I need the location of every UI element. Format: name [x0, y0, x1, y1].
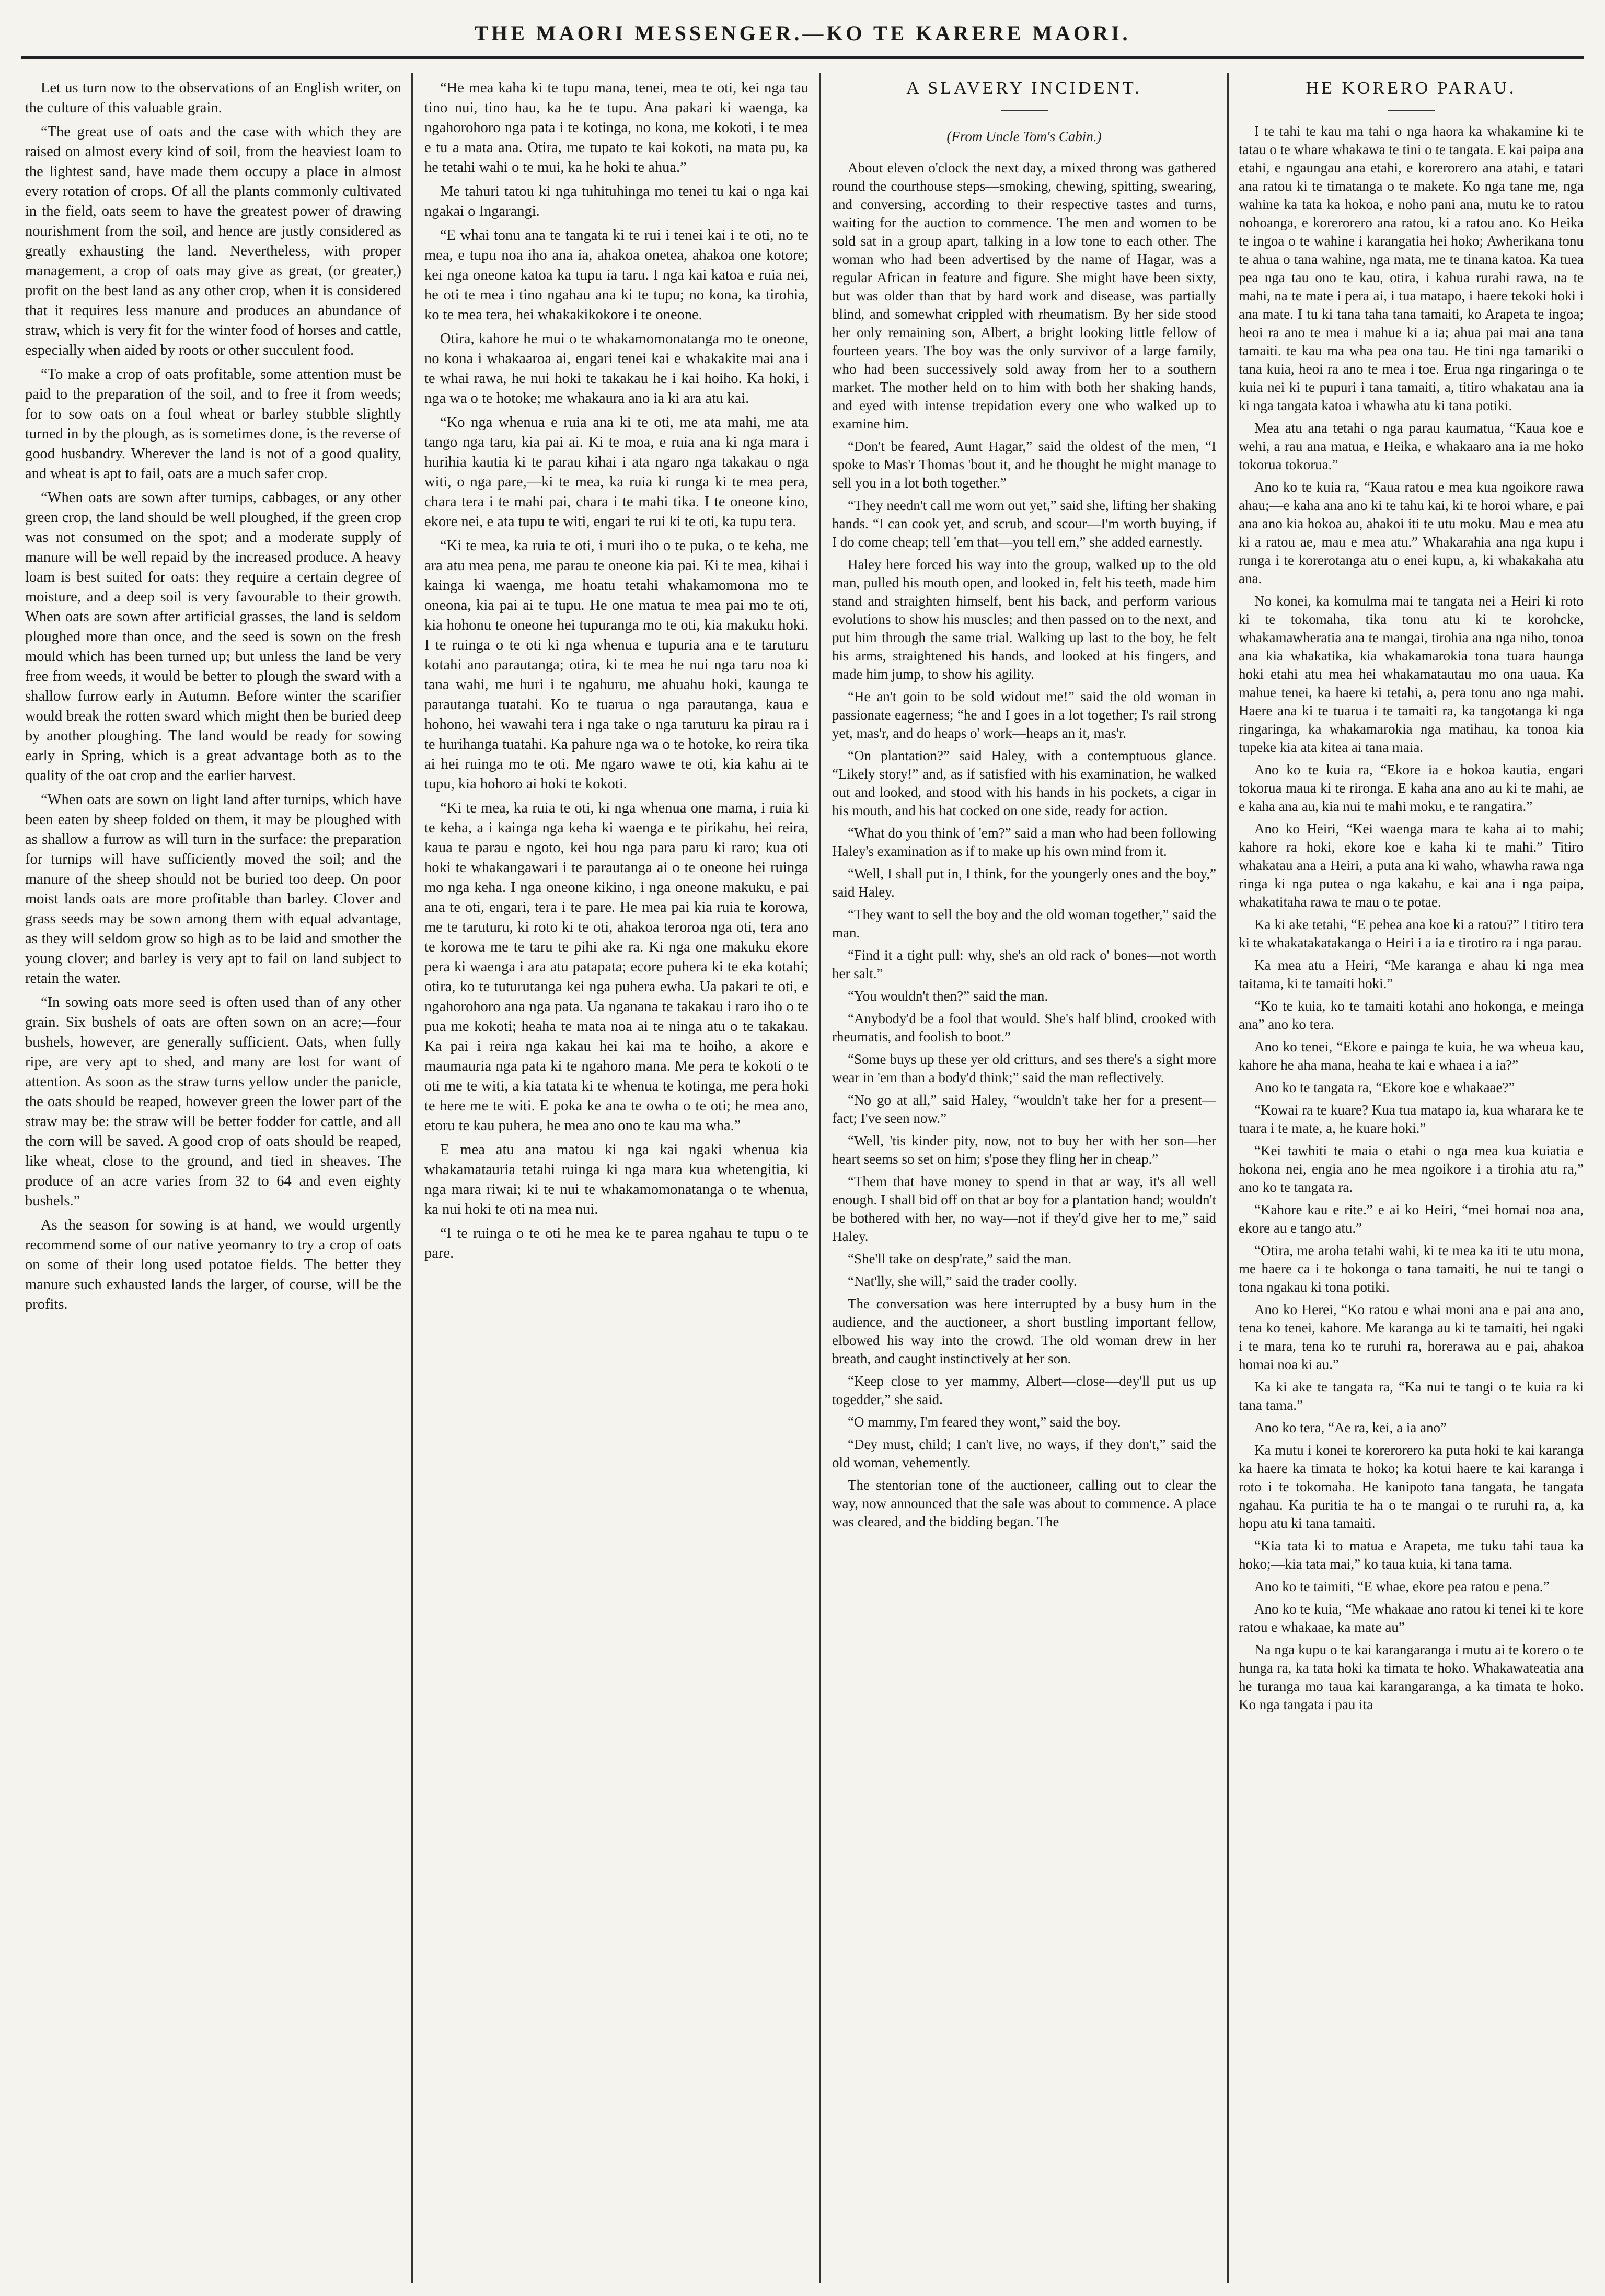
column-slavery-incident — [832, 78, 1216, 2283]
paragraph: I te tahi te kau ma tahi o nga haora ka whakamine ki te tatau o te whare whakawa te tini o te tangata. E kai paipa ana etahi, e ngaungau ana etahi, e korerorero ana atahi, e tatari ana ratou ki te timatanga o te makete. Ko nga tane me, nga wahine ka tata ka hokoa, e noho pani ana, mutu ke to ratou nohoanga, e korerorero ana ratou, ki a ratou ano. Ko Heika te ingoa o te wahine i karangatia hei hoko; Awherikana tonu te ahua o tana wahine, nga mata, me te tinana katoa. Ka tuea pea nga tau ono te kau, otira, i kahua rurahi rawa, na te mahi, na te mate i pera ai, i tua matapo, i haere tekoki hoki i ana mate. I tu ki tana taha tana tamaiti, ko Arapeta te ingoa; heoi ra ano te mea i mahue ki a ia; ahua pai mai ana tana tamaiti. te kau ma wha pea ona tau. He tini nga tamariki o tana kuia, heoi ra ano te mea i toe. Erua nga ringaringa o te kuia nei ki te pupuri i tana tamaiti, a, titiro whakatau ana ia ki nga tangata katoa i whawha atu ki tana potiki. — [1239, 123, 1584, 413]
masthead: THE MAORI MESSENGER.—KO TE KARERE MAORI. — [474, 21, 1131, 45]
paragraph: Ka mea atu a Heiri, “Me karanga e ahau ki nga mea taitama, ki te tamaiti hoki.” — [1239, 957, 1584, 991]
paragraph: Ano ko tera, “Ae ra, kei, a ia ano” — [1254, 1420, 1447, 1435]
paragraph: Let us turn now to the observations of an English writer, on the culture of this valuable grain. — [25, 80, 401, 116]
paragraph: Ka ki ake tetahi, “E pehea ana koe ki a ratou?” I titiro tera ki te whakatakatakanga o Heiri i a ia e tirotiro ra i nga parau. — [1239, 917, 1584, 950]
paragraph: “They want to sell the boy and the old woman together,” said the man. — [832, 907, 1216, 941]
article-title: HE KORERO PARAU. — [1306, 78, 1517, 98]
paragraph: The conversation was here interrupted by a busy hum in the audience, and the auctioneer, a short bustling important fellow, elbowed his way into the crowd. The old woman drew in her breath, and caught instinctively at her son. — [832, 1296, 1216, 1366]
column-divider — [819, 73, 821, 2283]
paragraph: “Ki te mea, ka ruia te oti, ki nga whenua one mama, i ruia ki te keha, a i kainga nga keha ki waenga e te pirikahu, hei reira, kaua te parau e ngoto, kei hou nga para paru ki raro; kua oti hoki te whakangawari i te parautanga ai o te oneone hei ruinga mo nga keha. I nga oneone kikino, i nga oneone makuku, e pai ana te oti, engari, tera i te pare. He mea pai kia ruia te korowa, me te taruturu, ki roto ki te oti, ahakoa teroroa nga oti, tera ano te korowa me te taru te pihi ake ra. Ki nga one makuku ekore pera ki waenga i ara atu patapata; ecore puhera ki te eka kotahi; otira, ko te tuturutanga kei nga puhera ewha. Ua pakari te oti, e ngahorohoro ana nga pata. Ua nganana te takakau i raro iho o te pua me kokoti; heaha te mata noa ai te ninga atu o te takakau. Ka pai i reira nga kakau hei kai ma te hoiho, a akore e maumauria nga pata ki te ngahoro mana. Me pera te kokoti o te oti me te witi, a kia tatata ki te whenua te kotinga, me pera hoki te here me te witi. E poka ke ana te owha o te oti; he mea ano, etoru te kau puhera, he mea ano ono te kau ma wha.” — [424, 800, 809, 1134]
paragraph: “The great use of oats and the case with which they are raised on almost every kind of soil, from the heaviest loam to the lightest sand, have made them occupy a place in almost every rotation of crops. Of all the plants commonly cultivated in the field, oats seem to have the greatest power of drawing nourishment from the soil, and hence are justly considered as greatly exhausting the land. Nevertheless, with proper management, a crop of oats may give as great, (or greater,) profit on the best land as any other crop, when it is considered that it requires less manure and produces an abundance of straw, which is very fit for the winter food of horses and cattle, especially when aided by roots or other succulent food. — [25, 124, 401, 358]
paragraph: “What do you think of 'em?” said a man who had been following Haley's examination as if to make up his own mind from it. — [832, 825, 1216, 859]
paragraph: “In sowing oats more seed is often used than of any other grain. Six bushels of oats are often sown on an acre;—four bushels, however, are generally sufficient. Oats, when fully ripe, are very apt to shed, and many are lost for want of attention. As soon as the straw turns yellow under the panicle, the oats should be reaped, however green the lower part of the straw may be: the straw will be better fodder for cattle, and all the corn will be saved. A good crop of oats should be reaped, like wheat, close to the ground, and tied in sheaves. The produce of an acre varies from 32 to 64 and even eighty bushels.” — [25, 994, 401, 1209]
paragraph: “Find it a tight pull: why, she's an old rack o' bones—not worth her salt.” — [832, 947, 1216, 981]
column-divider — [411, 73, 413, 2283]
paragraph: Ano ko te taimiti, “E whae, ekore pea ratou e pena.” — [1254, 1579, 1550, 1594]
paragraph: Otira, kahore he mui o te whakamomonatanga mo te oneone, no kona i whakaaroa ai, engari tenei kai e whakakite mai ana i te whai rawa, he nui hoki te takakau he i kai hoiho. Ka hoki, i nga wa o te hotoke; me whakaura ano ia ki ara atu kai. — [424, 331, 809, 407]
paragraph: Ka mutu i konei te korerorero ka puta hoki te kai karanga ka haere ka timata te hoko; ka kotui haere te kai karanga i roto i te tokomaha. He kanipoto tana tangata, he tangata ngahau. Ka puritia te ha o te mangai o te ruruhi ra, a, ka hopu atu ki tana tamaiti. — [1239, 1442, 1584, 1531]
paragraph: “They needn't call me worn out yet,” said she, lifting her shaking hands. “I can cook yet, and scrub, and scour—I'm worth buying, if I do come cheap; tell 'em that—you tell em,” she added earnestly. — [832, 497, 1216, 550]
paragraph: “When oats are sown after turnips, cabbages, or any other green crop, the land should be well ploughed, if the green crop was not consumed on the spot; and a moderate supply of manure will be well repaid by the increased produce. A heavy loam is best suited for oats: they require a certain degree of moisture, and a deep soil is very favourable to their growth. When oats are sown after artificial grasses, the land is seldom ploughed more than once, and the seed is sown on the fresh mould which has been turned up; but unless the land be very free from weeds, it would be better to plough the sward with a shallow furrow early in Autumn. Before winter the scarifier would break the rotten sward which might then be buried deep by another ploughing. The land would be ready for sowing early in Spring, which is a great advantage both as to the quality of the oat crop and the earlier harvest. — [25, 490, 401, 784]
article-source: (From Uncle Tom's Cabin.) — [946, 129, 1102, 144]
column-divider — [1227, 73, 1229, 2283]
paragraph: “Keep close to yer mammy, Albert—close—dey'll put us up togedder,” she said. — [832, 1373, 1216, 1407]
paragraph: “Well, I shall put in, I think, for the youngerly ones and the boy,” said Haley. — [832, 866, 1216, 900]
paragraph: Mea atu ana tetahi o nga parau kaumatua, “Kaua koe e wehi, a rau ana matua, e Heika, e whakaaro ana ia me hoko tokorua tokorua.” — [1239, 420, 1584, 472]
paragraph: “Ko nga whenua e ruia ana ki te oti, me ata mahi, me ata tango nga taru, kia pai ai. Ki te moa, e ruia ana ki nga mara i hurihia kautia ki te parau kihai i ata ngaro nga takakau o nga witi, o nga pare,—ki te mea, ka ruia ki runga ki te mea pera, chara tera i te mahi pai, chara i te mahi tika. I te oneone kino, ekore nei, e ata tupu te witi, engari te rui ki te oti, ka tupu tera. — [424, 414, 809, 530]
paragraph: Ano ko te tangata ra, “Ekore koe e whakaae?” — [1254, 1080, 1515, 1095]
title-rule — [1388, 110, 1435, 111]
paragraph: Ano ko Heiri, “Kei waenga mara te kaha ai to mahi; kahore ra hoki, ekore koe e kaha ki te mahi.” Titiro whakatau ana a Heiri, a puta ana ki waho, whawha rawa nga ringa ki nga putea o nga kakahu, e kai ana i nga paipa, whakatitaha rawa te mau o te potae. — [1239, 821, 1584, 910]
paragraph: “Them that have money to spend in that ar way, it's all well enough. I shall bid off on that ar boy for a plantation hand; wouldn't be bothered with her, no way—not if they'd give her to me,” said Haley. — [832, 1174, 1216, 1244]
paragraph: “I te ruinga o te oti he mea ke te parea ngahau te tupu o te pare. — [424, 1225, 809, 1261]
column-oats-english — [25, 78, 401, 2283]
paragraph: “You wouldn't then?” said the man. — [848, 988, 1048, 1004]
paragraph: “Don't be feared, Aunt Hagar,” said the oldest of the men, “I spoke to Mas'r Thomas 'bout it, and he thought he might manage to sell you in a lot both together.” — [832, 438, 1216, 491]
paragraph: “E whai tonu ana te tangata ki te rui i tenei kai i te oti, no te mea, e tupu noa iho ana ia, ahakoa onetea, ahakoa one kotore; kei nga oneone katoa ka tupu ia taru. I nga kai katoa e ruia nei, he oti te mea i tino ngahau ana ki te tupu; no kona, ka tirohia, ko te mea tera, hei whakakikokore i te oneone. — [424, 227, 809, 323]
title-rule — [1001, 110, 1048, 111]
paragraph: “She'll take on desp'rate,” said the man. — [848, 1251, 1072, 1267]
paragraph: About eleven o'clock the next day, a mixed throng was gathered round the courthouse steps—smoking, chewing, spitting, swearing, and conversing, according to their respective tastes and turns, waiting for the auction to commence. The men and women to be sold sat in a group apart, talking in a low tone to each other. The woman who had been advertised by the name of Hagar, was a regular African in feature and figure. She might have been sixty, but was older than that by hard work and disease, was partially blind, and somewhat crippled with rheumatism. By her side stood her only remaining son, Albert, a bright looking little fellow of fourteen years. The boy was the only survivor of a large family, who had been successively sold away from her to a southern market. The mother held on to him with both her shaking hands, and eyed with intense trepidation every one who walked up to examine him. — [832, 160, 1216, 432]
paragraph: Haley here forced his way into the group, walked up to the old man, pulled his mouth open, and looked in, felt his teeth, made him stand and straighten himself, bent his back, and perform various evolutions to show his muscles; and then passed on to the next, and put him through the same trial. Walking up last to the boy, he felt his arms, straightened his hands, and looked at his fingers, and made him jump, to show his agility. — [832, 556, 1216, 682]
paragraph: E mea atu ana matou ki nga kai ngaki whenua kia whakamatauria tetahi ruinga ki nga mara kua whetengitia, ki nga mara riwai; ki te nui te whakamomonatanga o te whenua, ka nui hoki te oti na mea nui. — [424, 1142, 809, 1217]
paragraph: Ano ko te kuia, “Me whakaae ano ratou ki tenei ki te kore ratou e whakaae, ka mate au” — [1239, 1601, 1584, 1635]
paragraph: “Kowai ra te kuare? Kua tua matapo ia, kua wharara ke te tuara i te mate, a, he kuare hoki.” — [1239, 1102, 1584, 1136]
paragraph: “Ko te kuia, ko te tamaiti kotahi ano hokonga, e meinga ana” ano ko tera. — [1239, 998, 1584, 1032]
masthead-rule — [21, 56, 1584, 59]
paragraph: Ano ko Herei, “Ko ratou e whai moni ana e pai ana ano, tena ko tenei, kahore. Me karanga au ki te tamaiti, hei ngaki i te mara, tena ko te ruruhi ra, horerawa au e pai, ahakoa homai noa ki au.” — [1239, 1302, 1584, 1372]
paragraph: Ano ko te kuia ra, “Kaua ratou e mea kua ngoikore rawa ahau;—e kaha ana ano ki te tahu kai, ki te horoi whare, e pai ana ano kia hokoa au, ahakoi iti te utu moku. Mau e mea atu ki a ratou ae, mau e mea atu.” Whakarahia ana nga kupu i runga i te korerotanga atu o enei kupu, a, ki whakakaha atu ana. — [1239, 479, 1584, 586]
paragraph: “Kei tawhiti te maia o etahi o nga mea kua kuiatia e hokona nei, engia ano he mea ngoikore i a tirohia atu ra,” ano ko te tangata ra. — [1239, 1143, 1584, 1195]
column-he-korero-parau — [1239, 78, 1584, 2283]
article-title: A SLAVERY INCIDENT. — [906, 78, 1142, 98]
paragraph: “On plantation?” said Haley, with a contemptuous glance. “Likely story!” and, as if satisfied with his examination, he walked out and looked, and stood with his hands in his pockets, a cigar in his mouth, and his hat cocked on one side, ready for action. — [832, 748, 1216, 818]
paragraph: “O mammy, I'm feared they wont,” said the boy. — [848, 1414, 1121, 1430]
paragraph: “Dey must, child; I can't live, no ways, if they don't,” said the old woman, vehemently. — [832, 1436, 1216, 1470]
paragraph: “Kia tata ki to matua e Arapeta, me tuku tahi taua ka hoko;—kia tata mai,” ko taua kuia, ki tana tama. — [1239, 1538, 1584, 1572]
paragraph: “When oats are sown on light land after turnips, which have been eaten by sheep folded on them, it may be ploughed with as shallow a furrow as will turn in the surface: the preparation for turnips will have sufficiently moved the soil; and the manure of the sheep should not be buried too deep. On poor moist lands oats are more profitable than barley. Clover and grass seeds may be sown among them with equal advantage, as they will seldom grow so high as to be laid and smother the young clover; and barley is very apt to fail on land subject to retain the water. — [25, 792, 401, 987]
paragraph: Ano ko tenei, “Ekore e painga te kuia, he wa wheua kau, kahore he aha mana, heaha te kai e whaea i a ia?” — [1239, 1039, 1584, 1073]
paragraph: “Kahore kau e rite.” e ai ko Heiri, “mei homai noa ana, ekore au e tango atu.” — [1239, 1202, 1584, 1236]
paragraph: “He an't goin to be sold widout me!” said the old woman in passionate eagerness; “he and I goes in a lot together; I's rail strong yet, mas'r, and do heaps o' work—heaps an it, mas'r. — [832, 689, 1216, 741]
column-oats-maori — [424, 78, 809, 2283]
paragraph: Me tahuri tatou ki nga tuhituhinga mo tenei tu kai o nga kai ngakai o Ingarangi. — [424, 183, 809, 219]
paragraph: “Anybody'd be a fool that would. She's half blind, crooked with rheumatis, and foolish to boot.” — [832, 1011, 1216, 1045]
paragraph: “To make a crop of oats profitable, some attention must be paid to the preparation of the soil, and to free it from weeds; for to sow oats on a foul wheat or barley stubble slightly turned in by the plough, as is sometimes done, is the reverse of good husbandry. Wherever the land is not of a good quality, and wheat is apt to fail, oats are a much safer crop. — [25, 366, 401, 482]
paragraph: “Well, 'tis kinder pity, now, not to buy her with her son—her heart seems so set on him; s'pose they fling her in cheap.” — [832, 1133, 1216, 1167]
paragraph: As the season for sowing is at hand, we would urgently recommend some of our native yeomanry to try a crop of oats on some of their long used potatoe fields. The better they manure such exhausted lands the larger, of course, will be the profits. — [25, 1217, 401, 1313]
paragraph: “Ki te mea, ka ruia te oti, i muri iho o te puka, o te keha, me ara atu mea pena, me parau te oneone kia pai. Ki te mea, kihai i kainga ki waenga, me hoatu tetahi whakamomona mo te oneona, kia pai ai te tupu. He one matua te mea pai mo te oti, kia hohonu te oneone hei tupuranga mo te oti, kia makuku hoki. I te ruinga o te oti ki nga whenua e tupuria ana e te taruturu kotahi ano parautanga; otira, ki te mea he nui nga taru noa ki tana wahi, me huri i te ngahuru, me ahuahu hoki, kaunga te parautanga tuatahi. Ko te tuarua o nga parautanga, kaua e hohono, hei wawahi tera i nga take o nga taruturu ka pirau ra i te hurihanga tuatahi. Ka pahure nga wa o te hotoke, ko reira tika ai hei ruinga mo te oti. Me ngaro wawe te oti, kia kahu ai te tupu, kia hohoro ai hoki te kokoti. — [424, 538, 809, 792]
paragraph: “Otira, me aroha tetahi wahi, ki te mea ka iti te utu mona, me haere ca i te hokonga o tana tamaiti, he nui te tangi o tona ngakau ki tona potiki. — [1239, 1243, 1584, 1295]
paragraph: “Some buys up these yer old critturs, and ses there's a sight more wear in 'em than a body'd think;” said the man reflectively. — [832, 1051, 1216, 1085]
paragraph: Ka ki ake te tangata ra, “Ka nui te tangi o te kuia ra ki tana tama.” — [1239, 1379, 1584, 1413]
paragraph: No konei, ka komulma mai te tangata nei a Heiri ki roto ki te tokomaha, tika tonu atu ki te korohcke, whakamawheratia ana te mangai, tirohia ana nga niho, tonoa ana kia whakatika, kia whakamarokia tona tuara haunga hoki etahi atu mea hei whakamatautau mo ona uaua. Ka mahue tenei, ka haere ki tetahi, a, pera tonu ano nga mahi. Haere ana ki te tuarua i te tamaiti ra, ka tangotanga ki nga ringaringa, ka whakamarokia nga matihau, ka tonoa kia tupeke kia ata kitea ai tana maia. — [1239, 593, 1584, 755]
paragraph: Na nga kupu o te kai karangaranga i mutu ai te korero o te hunga ra, ka tata hoki ka timata te hoko. Whakawateatia ana he turanga mo taua kai karangaranga, a ka timata te hoko. Ko nga tangata i pau ita — [1239, 1642, 1584, 1712]
paragraph: “No go at all,” said Haley, “wouldn't take her for a present—fact; I've seen now.” — [832, 1092, 1216, 1126]
paragraph: Ano ko te kuia ra, “Ekore ia e hokoa kautia, engari tokorua maua ki te rironga. E kaha ana ano au ki te mahi, ae e kaha ana au, kia nui te mahi moku, e te rangatira.” — [1239, 762, 1584, 814]
paragraph: The stentorian tone of the auctioneer, calling out to clear the way, now announced that the sale was about to commence. A place was cleared, and the bidding began. The — [832, 1477, 1216, 1529]
paragraph: “Nat'lly, she will,” said the trader coolly. — [848, 1273, 1077, 1289]
paragraph: “He mea kaha ki te tupu mana, tenei, mea te oti, kei nga tau tino nui, tino hau, ka he te tupu. Ana pakari ki waenga, ka ngahorohoro nga pata i te kotinga, no kona, me kokoti, i te mea e tu a mata ana. Otira, me tupato te kai kokoti, na mata pu, ka he tetahi wahi o te mui, ka he hoki te ahua.” — [424, 80, 809, 176]
